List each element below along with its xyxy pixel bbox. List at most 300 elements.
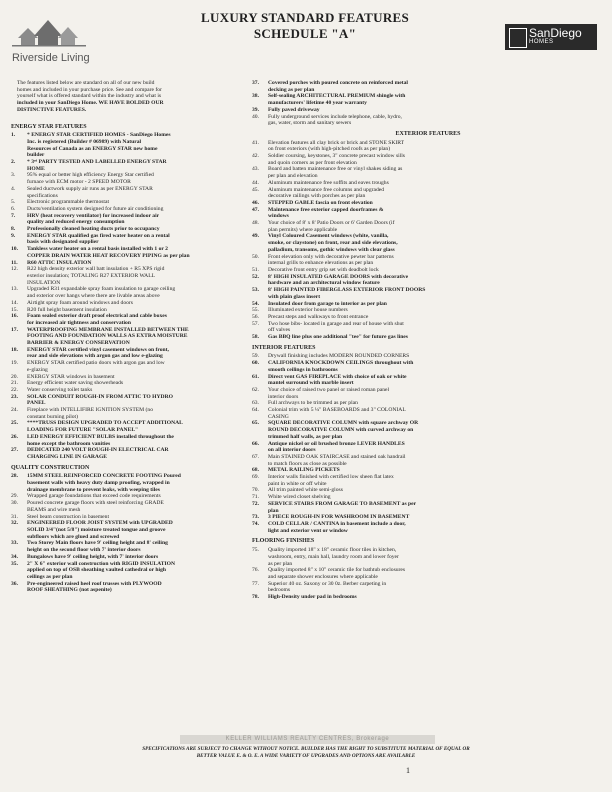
disclaimer bbox=[30, 746, 582, 759]
item-line: per plan and elevation bbox=[268, 173, 318, 180]
item-line: SOLID 3/4"(not 5/8") moisture treated tongue and groove bbox=[27, 527, 166, 533]
item-line: as per plan bbox=[268, 560, 293, 567]
list-item bbox=[252, 153, 604, 166]
item-line: 2" X 6" exterior wall construction with RIGID INSULATION bbox=[27, 560, 176, 567]
item-line: Your choice of 8' x 8' Patio Doors or 6' Garden Doors (if bbox=[268, 220, 395, 227]
left-brand-name: Riverside Living bbox=[12, 52, 90, 64]
list-item bbox=[252, 474, 604, 487]
list-item bbox=[252, 514, 604, 521]
item-number: 48. bbox=[252, 220, 259, 227]
item-number: 62. bbox=[252, 386, 259, 393]
list-item bbox=[11, 132, 233, 159]
item-line: Fireplace with INTELLIFIRE IGNITION SYSTEM (no bbox=[27, 407, 153, 414]
item-line: height on the second floor with 7' interior doors bbox=[27, 547, 141, 554]
item-line: Pre-engineered raised heel roof trusses with PLYWOOD bbox=[27, 580, 162, 587]
item-number: 43. bbox=[252, 166, 259, 173]
item-line: smoke, or claystone) on front, rear and side elevations, bbox=[268, 240, 398, 247]
item-number: 31. bbox=[11, 513, 18, 520]
intro-line: included in your SanDiego Home. WE HAVE BOLDED OUR bbox=[17, 100, 164, 107]
list-item bbox=[252, 187, 604, 200]
houses-icon bbox=[10, 8, 90, 48]
list-item bbox=[11, 581, 233, 594]
item-line: Interior walls finished with certified low sheen flat latex bbox=[268, 474, 394, 481]
item-line: Foam sealed exterior draft proof electrical and cable boxes bbox=[27, 313, 167, 320]
list-item bbox=[252, 233, 604, 253]
list-item bbox=[252, 400, 604, 407]
item-line: FOOTING AND FOUNDATION WALLS AS EXTRA MOISTURE bbox=[27, 333, 188, 340]
list-item bbox=[11, 260, 233, 267]
item-line: COLD CELLAR / CANTINA in basement include a door, bbox=[268, 521, 406, 527]
item-line: ENGINEERED FLOOR JOIST SYSTEM with UPGRADED bbox=[27, 520, 173, 527]
list-item bbox=[252, 200, 604, 207]
item-line: Insulated door from garage to interior as per plan bbox=[268, 300, 387, 307]
section-heading: FLOORING FINISHES bbox=[252, 538, 315, 545]
item-number: 41. bbox=[252, 139, 259, 146]
item-number: 52. bbox=[252, 273, 259, 280]
item-line: Aluminum maintenance free soffits and eaves troughs bbox=[268, 179, 389, 186]
item-number: 37. bbox=[252, 80, 259, 86]
item-line: Two Storey Main floors have 9' ceiling height and 8' ceiling bbox=[27, 540, 168, 547]
item-line: Poured concrete garage floors with steel reinforcing GRADE bbox=[27, 500, 164, 507]
item-line: R60 ATTIC INSULATION bbox=[27, 259, 92, 266]
item-line: LED ENERGY EFFICIENT BULBS installed throughout the bbox=[27, 433, 174, 440]
item-line: R22 high density exterior wall batt insulation + R5 XPS rigid bbox=[27, 266, 165, 273]
item-line: CHARGING LINE IN GARAGE bbox=[27, 453, 108, 460]
item-line: Antique nickel or oil brushed bronze LEVER HANDLES bbox=[268, 440, 405, 447]
item-number: 70. bbox=[252, 487, 259, 494]
item-line: ROOF SHEATHING (not aspenite) bbox=[27, 587, 112, 594]
item-number: 49. bbox=[252, 233, 259, 240]
item-line: plan bbox=[268, 507, 279, 514]
item-line: ROUND DECORATIVE COLUMN with curved archway on bbox=[268, 427, 414, 434]
disclaimer-line: BETTER VALUE E. & O. E. A WIDE VARIETY OF UPGRADES AND OPTIONS ARE AVAILABLE bbox=[196, 752, 416, 759]
item-line: DEDICATED 240 VOLT ROUGH-IN ELECTRICAL CAR bbox=[27, 447, 169, 454]
item-line: basis with designated supplier bbox=[27, 239, 99, 246]
item-line: Main STAINED OAK STAIRCASE and stained oak handrail bbox=[268, 453, 406, 460]
item-number: 15. bbox=[11, 306, 18, 313]
item-line: furnace with ECM motor - 2 SPEED MOTOR bbox=[27, 179, 131, 186]
item-line: palladium, transoms, gothic windows with clear glass bbox=[268, 246, 395, 253]
list-item bbox=[11, 387, 233, 394]
riverside-living-logo bbox=[10, 8, 90, 68]
item-number: 75. bbox=[252, 547, 259, 554]
item-number: 56. bbox=[252, 313, 259, 320]
item-line: paint in white or off white bbox=[268, 480, 327, 487]
item-number: 30. bbox=[11, 500, 18, 507]
item-line: off valves bbox=[268, 327, 291, 334]
item-number: 40. bbox=[252, 113, 259, 120]
item-number: 21. bbox=[11, 380, 18, 387]
item-number: 6. bbox=[11, 205, 16, 212]
item-number: 60. bbox=[252, 360, 259, 367]
item-line: applied on top of OSB sheathing vaulted cathedral or high bbox=[27, 567, 166, 574]
item-number: 25. bbox=[11, 420, 18, 427]
item-line: internal grills to enhance elevations as per plan bbox=[268, 260, 374, 267]
list-item bbox=[252, 80, 604, 93]
item-number: 10. bbox=[11, 246, 18, 253]
list-item bbox=[11, 327, 233, 347]
item-number: 20. bbox=[11, 373, 18, 380]
item-line: Electronic programmable thermostat bbox=[27, 199, 110, 206]
item-line: smooth ceilings in bathrooms bbox=[268, 366, 338, 373]
item-line: Decorative front entry grip set with deadbolt lock bbox=[268, 266, 379, 273]
item-line: Illuminated exterior house numbers bbox=[268, 307, 348, 314]
item-line: on all interior doors bbox=[268, 447, 316, 454]
item-line: Front elevation only with decorative pewter bar patterns bbox=[268, 253, 394, 260]
item-line: Resources of Canada as an ENERGY STAR new home bbox=[27, 145, 158, 152]
list-item bbox=[252, 107, 604, 114]
list-item bbox=[252, 314, 604, 321]
item-line: INSULATION bbox=[27, 279, 61, 286]
list-item bbox=[11, 420, 233, 433]
list-item bbox=[252, 594, 604, 601]
list-item bbox=[252, 180, 604, 187]
page-title: LUXURY STANDARD FEATURES bbox=[200, 10, 410, 25]
item-line: Elevation features all clay brick or brick and STONE SKIRT bbox=[268, 139, 405, 146]
item-number: 39. bbox=[252, 106, 259, 113]
item-number: 13. bbox=[11, 286, 18, 293]
item-line: Your choice of raised two panel or raised roman panel bbox=[268, 386, 390, 393]
right-sections bbox=[252, 131, 604, 601]
item-line: ceilings as per plan bbox=[27, 573, 73, 580]
item-line: ****TRUSS DESIGN UPGRADED TO ACCEPT ADDITIONAL bbox=[27, 420, 183, 427]
item-line: Upgraded R31 expandable spray foam insulation to garage ceiling bbox=[27, 286, 176, 293]
item-line: on front exteriors (with high-pitched roofs as per plan) bbox=[268, 146, 391, 153]
list-item bbox=[11, 266, 233, 286]
item-line: Fully paved driveway bbox=[268, 106, 320, 113]
item-line: Professionally cleaned heating ducts prior to occupancy bbox=[27, 226, 160, 233]
item-line: basement walls with heavy duty damp proofing, wrapped in bbox=[27, 480, 170, 487]
item-number: 66. bbox=[252, 440, 259, 447]
page-number: 1 bbox=[406, 766, 410, 775]
item-number: 17. bbox=[11, 326, 18, 333]
list-item bbox=[11, 206, 233, 213]
item-line: Tankless water heater on a rental basis installed with 1 or 2 bbox=[27, 246, 168, 253]
disclaimer-line: SPECIFICATIONS ARE SUBJECT TO CHANGE WITHOUT NOTICE. BUILDER HAS THE RIGHT TO SUBSTITUTE MATERIAL OF EQUAL OR bbox=[142, 746, 470, 752]
item-line: 15MM STEEL REINFORCED CONCRETE FOOTING Poured bbox=[27, 473, 181, 480]
item-number: 45. bbox=[252, 186, 259, 193]
item-line: specifications bbox=[27, 192, 58, 199]
item-line: Direct vent GAS FIREPLACE with choice of oak or white bbox=[268, 373, 407, 380]
item-number: 35. bbox=[11, 560, 18, 567]
item-line: drainage membrane to prevent leaks, with weeping tiles bbox=[27, 486, 160, 493]
right-top-items bbox=[252, 80, 604, 127]
item-line: rear and side elevations with argon gas and low e-glazing bbox=[27, 353, 163, 360]
left-sections bbox=[11, 124, 233, 595]
item-line: Sealed ductwork supply air runs as per ENERGY STAR bbox=[27, 185, 153, 192]
list-item bbox=[11, 394, 233, 407]
item-line: Superior 40 oz. Saxony or 30 0z. Berber carpeting in bbox=[268, 580, 387, 587]
item-number: 46. bbox=[252, 199, 259, 206]
item-line: CALIFORNIA KNOCKDOWN CEILINGS throughout with bbox=[268, 360, 414, 367]
item-line: Quality imported 18" x 18" ceramic floor tiles in kitchen, bbox=[268, 547, 397, 554]
item-line: to match floors as close as possible bbox=[268, 460, 347, 467]
list-item bbox=[11, 380, 233, 387]
section-heading: QUALITY CONSTRUCTION bbox=[11, 464, 90, 471]
list-item bbox=[252, 301, 604, 308]
list-item bbox=[11, 347, 233, 360]
item-line: Vinyl Coloured Casement windows (white, vanilla, bbox=[268, 233, 389, 240]
list-item bbox=[252, 220, 604, 233]
list-item bbox=[11, 286, 233, 299]
list-item bbox=[11, 514, 233, 521]
intro-line: homes and included in your purchase price. See and compare for bbox=[17, 86, 162, 93]
item-line: Soldier coursing, keystones, 3" concrete precast window sills bbox=[268, 153, 405, 160]
item-line: High-Density under pad in bedrooms bbox=[268, 594, 357, 601]
item-number: 54. bbox=[252, 300, 259, 307]
list-item bbox=[252, 420, 604, 440]
item-number: 4. bbox=[11, 185, 16, 192]
item-number: 36. bbox=[11, 580, 18, 587]
sandiego-homes-logo bbox=[505, 24, 597, 50]
list-item bbox=[252, 441, 604, 454]
item-line: SOLAR CONDUIT ROUGH-IN FROM ATTIC TO HYDRO bbox=[27, 393, 173, 400]
item-line: gas, water, storm and sanitary sewers bbox=[268, 120, 352, 127]
item-number: 5. bbox=[11, 199, 16, 206]
item-line: HRV (heat recovery ventilator) for increased indoor air bbox=[27, 212, 160, 219]
item-number: 8. bbox=[11, 226, 16, 233]
list-item bbox=[252, 254, 604, 267]
list-item bbox=[252, 360, 604, 373]
item-number: 73. bbox=[252, 514, 259, 521]
item-number: 55. bbox=[252, 307, 259, 314]
list-item bbox=[11, 313, 233, 326]
list-item bbox=[11, 226, 233, 233]
item-number: 65. bbox=[252, 420, 259, 427]
list-item bbox=[11, 407, 233, 420]
list-item bbox=[11, 561, 233, 581]
item-number: 2. bbox=[11, 159, 16, 166]
section-heading: INTERIOR FEATURES bbox=[252, 344, 316, 351]
item-line: Two hose bibs- located in garage and rear of house with shut bbox=[268, 320, 404, 327]
list-item bbox=[11, 246, 233, 259]
item-number: 3. bbox=[11, 172, 16, 179]
item-number: 76. bbox=[252, 567, 259, 574]
item-number: 18. bbox=[11, 346, 18, 353]
item-line: trimmed half walls, as per plan bbox=[268, 433, 343, 440]
item-number: 78. bbox=[252, 594, 259, 601]
item-line: 8' HIGH PAINTED FIBERGLASS EXTERIOR FRONT DOORS bbox=[268, 287, 426, 294]
list-item bbox=[252, 166, 604, 179]
item-line: hardware and an architectural window feature bbox=[268, 280, 380, 287]
item-number: 72. bbox=[252, 500, 259, 507]
item-line: light and exterior vent or window bbox=[268, 527, 348, 534]
list-item bbox=[252, 407, 604, 420]
item-number: 51. bbox=[252, 266, 259, 273]
intro-line: DISTINCTIVE FEATURES. bbox=[17, 106, 87, 113]
list-item bbox=[11, 540, 233, 553]
item-line: 95% equal or better high efficiency Energy Star certified bbox=[27, 172, 154, 179]
list-item bbox=[252, 374, 604, 387]
item-line: Colonial trim with 5 ¼" BASEBOARDS and 3" COLONIAL bbox=[268, 407, 406, 414]
item-line: CASING bbox=[268, 413, 289, 420]
item-number: 50. bbox=[252, 253, 259, 260]
item-number: 67. bbox=[252, 453, 259, 460]
item-line: SERVICE STAIRS FROM GARAGE TO BASEMENT as per bbox=[268, 500, 417, 507]
item-line: mantel surround with marble insert bbox=[268, 380, 354, 387]
item-number: 32. bbox=[11, 520, 18, 527]
item-line: Wrapped garage foundations that exceed code requirements bbox=[27, 493, 161, 500]
item-line: interior doors bbox=[268, 393, 299, 400]
item-line: washroom, entry, main hall, laundry room and lower foyer bbox=[268, 553, 399, 560]
item-line: ENERGY STAR windows in basement bbox=[27, 373, 115, 380]
item-line: Board and batten maintenance free or vinyl shakes siding as bbox=[268, 166, 403, 173]
item-line: home except the bathroom vanities bbox=[27, 440, 111, 447]
item-number: 68. bbox=[252, 467, 259, 474]
item-number: 28. bbox=[11, 473, 18, 480]
list-item bbox=[252, 501, 604, 514]
section-heading: ENERGY STAR FEATURES bbox=[11, 123, 87, 130]
right-column bbox=[252, 80, 604, 601]
item-line: and separate shower enclosures where applicable bbox=[268, 573, 378, 580]
list-item bbox=[11, 307, 233, 314]
item-line: ENERGY STAR certified patio doors with argon gas and low bbox=[27, 360, 165, 367]
list-item bbox=[11, 447, 233, 460]
item-line: 3 PIECE ROUGH-IN FOR WASHROOM IN BASEMENT bbox=[268, 514, 410, 521]
item-number: 23. bbox=[11, 393, 18, 400]
item-line: for increased air tightness and conservation bbox=[27, 319, 131, 326]
item-line: Drywall finishing includes MODERN ROUNDED CORNERS bbox=[268, 353, 410, 360]
list-item bbox=[11, 172, 233, 185]
item-number: 22. bbox=[11, 386, 18, 393]
list-item bbox=[252, 267, 604, 274]
item-number: 14. bbox=[11, 299, 18, 306]
item-number: 34. bbox=[11, 553, 18, 560]
item-line: Inc. is registered (Builder # 06989) with Natural bbox=[27, 138, 142, 145]
list-item bbox=[11, 500, 233, 513]
list-item bbox=[11, 199, 233, 206]
list-item bbox=[252, 521, 604, 534]
item-number: 11. bbox=[11, 259, 18, 266]
item-line: builder bbox=[27, 152, 45, 159]
item-line: Full archways to be trimmed as per plan bbox=[268, 400, 358, 407]
item-line: BEAMS and wire mesh bbox=[27, 506, 81, 513]
section-heading: EXTERIOR FEATURES bbox=[395, 130, 461, 137]
item-number: 57. bbox=[252, 320, 259, 327]
item-line: with plain glass insert bbox=[268, 293, 321, 300]
item-number: 61. bbox=[252, 373, 259, 380]
list-item bbox=[11, 554, 233, 561]
item-line: Quality imported 8" x 10" ceramic tile for bathtub enclosures bbox=[268, 567, 406, 574]
list-item bbox=[11, 186, 233, 199]
item-line: Airtight spray foam around windows and doors bbox=[27, 299, 133, 306]
intro-line: The features listed below are standard on all of our new build bbox=[17, 80, 155, 86]
item-line: subfloors which are glued and screwed bbox=[27, 533, 120, 540]
item-number: 9. bbox=[11, 232, 16, 239]
left-column bbox=[11, 80, 233, 594]
item-number: 77. bbox=[252, 580, 259, 587]
item-line: Bungalows have 9' ceiling height, with 7' interior doors bbox=[27, 553, 159, 560]
item-line: * 3ʳᵈ PARTY TESTED AND LABELLED ENERGY STAR bbox=[27, 159, 167, 166]
list-item bbox=[252, 321, 604, 334]
item-number: 69. bbox=[252, 474, 259, 481]
item-line: e-glazing bbox=[27, 366, 48, 373]
list-item bbox=[11, 300, 233, 307]
item-line: All trim painted white semi-gloss bbox=[268, 487, 343, 494]
item-line: exterior insulation; TOTALING R27 EXTERIOR WALL bbox=[27, 272, 156, 279]
item-line: Self-sealing ARCHITECTURAL PREMIUM shingle with bbox=[268, 93, 406, 100]
item-number: 27. bbox=[11, 447, 18, 454]
item-line: decorative railings with porches as per plan bbox=[268, 193, 366, 200]
list-item bbox=[252, 353, 604, 360]
list-item bbox=[252, 334, 604, 341]
list-item bbox=[252, 387, 604, 400]
list-item bbox=[252, 274, 604, 287]
item-number: 42. bbox=[252, 153, 259, 160]
item-line: SQUARE DECORATIVE COLUMN with square archway OR bbox=[268, 420, 419, 427]
item-number: 19. bbox=[11, 360, 18, 367]
item-line: BARRIER & ENERGY CONSERVATION bbox=[27, 340, 130, 347]
list-item bbox=[11, 233, 233, 246]
list-item bbox=[252, 140, 604, 153]
page-subtitle: SCHEDULE "A" bbox=[253, 26, 357, 41]
right-brand-sub: HOMES bbox=[529, 39, 554, 45]
item-line: quality and reduced energy consumption bbox=[27, 219, 125, 226]
list-item bbox=[11, 360, 233, 373]
item-line: ENERGY STAR qualified gas fired water heater on a rental bbox=[27, 232, 170, 239]
item-line: Water conserving toilet tanks bbox=[27, 386, 93, 393]
item-number: 29. bbox=[11, 493, 18, 500]
item-number: 38. bbox=[252, 93, 259, 100]
item-line: R20 full height basement insulation bbox=[27, 306, 107, 313]
item-line: HOME bbox=[27, 165, 45, 172]
item-line: Energy efficient water saving showerheads bbox=[27, 380, 124, 387]
title-block bbox=[140, 10, 470, 42]
intro-paragraph bbox=[17, 80, 233, 114]
list-item bbox=[11, 159, 233, 172]
item-number: 16. bbox=[11, 313, 18, 320]
item-line: LOADING FOR FUTURE "SOLAR PANEL" bbox=[27, 427, 139, 434]
item-number: 71. bbox=[252, 494, 259, 501]
item-line: * ENERGY STAR CERTIFIED HOMES - SanDiego Homes bbox=[27, 132, 171, 139]
item-number: 7. bbox=[11, 212, 16, 219]
sandiego-mark-icon bbox=[509, 28, 527, 48]
item-line: Fully underground services include telephone, cable, hydro, bbox=[268, 113, 402, 120]
list-item bbox=[252, 93, 604, 106]
right-brand-name: SanDiego bbox=[529, 26, 582, 40]
item-number: 59. bbox=[252, 353, 259, 360]
list-item bbox=[252, 207, 604, 220]
list-item bbox=[252, 547, 604, 567]
item-line: STEPPED GABLE fascia on front elevation bbox=[268, 199, 373, 206]
item-line: Precast steps and walkways to front entrance bbox=[268, 313, 369, 320]
item-line: windows bbox=[268, 213, 289, 220]
item-number: 26. bbox=[11, 433, 18, 440]
item-line: COPPER DRAIN WATER HEAT RECOVERY PIPING as per plan bbox=[27, 252, 190, 259]
item-number: 74. bbox=[252, 521, 259, 527]
list-item bbox=[11, 520, 233, 540]
item-line: and exterior over hangs where there are livable areas above bbox=[27, 293, 160, 300]
list-item bbox=[11, 434, 233, 447]
item-line: manufacturers' lifetime 40 year warranty bbox=[268, 100, 367, 107]
item-line: METAL RAILING PICKETS bbox=[268, 467, 340, 474]
page-header bbox=[0, 0, 612, 80]
watermark-band: KELLER WILLIAMS REALTY CENTRES, Brokerage bbox=[180, 735, 435, 744]
item-line: White wired closet shelving bbox=[268, 494, 331, 501]
item-number: 58. bbox=[252, 334, 259, 341]
item-line: and quoin corners as per front elevation bbox=[268, 159, 357, 166]
item-line: Ducts/ventilation system designed for future air conditioning bbox=[27, 205, 164, 212]
item-number: 44. bbox=[252, 179, 259, 186]
item-line: decking as per plan bbox=[268, 86, 315, 93]
list-item bbox=[11, 213, 233, 226]
item-number: 12. bbox=[11, 266, 18, 273]
item-line: Gas BBQ line plus one additional "tee" for future gas lines bbox=[268, 334, 408, 341]
item-number: 33. bbox=[11, 540, 18, 547]
list-item bbox=[252, 581, 604, 594]
list-item bbox=[252, 114, 604, 127]
item-number: 47. bbox=[252, 206, 259, 213]
